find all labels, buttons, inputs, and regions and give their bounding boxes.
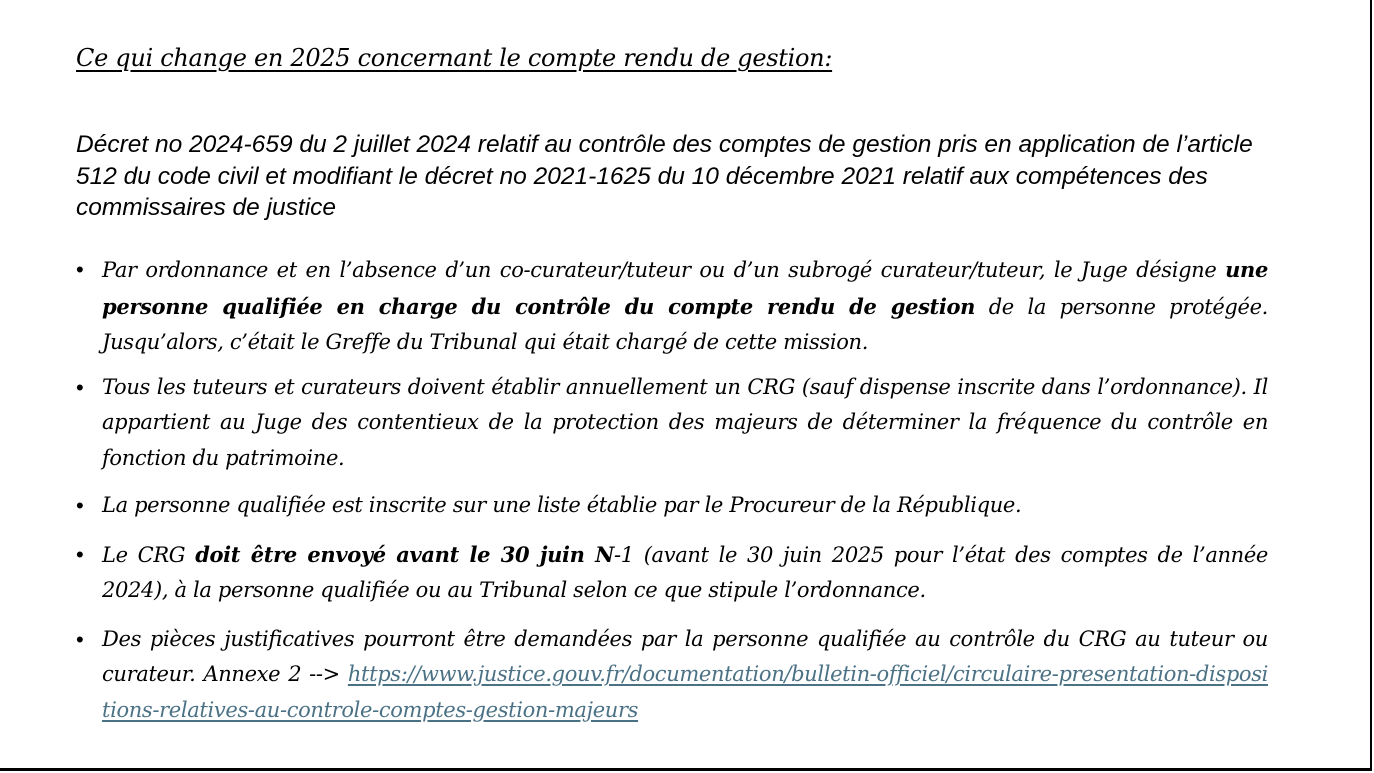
bullet-icon: • (76, 493, 84, 518)
bullet-icon: • (76, 374, 84, 400)
bullet-text-after: de la personne protégée. Jusqu’alors, c’était le Greffe du Tribunal qui était chargé de cette mission. (102, 294, 1268, 354)
bullet-text: Tous les tuteurs et curateurs doivent établir annuellement un CRG (sauf dispense inscrite dans l’ordonnance). Il appartient au Juge des contentieux de la protection des majeurs de déterminer la fréquence du contrôle en fonction du patrimoine. (102, 374, 1268, 470)
bullet-icon: • (76, 626, 84, 652)
bullet-text-bold: une personne qualifiée en charge du contrôle du compte rendu de gestion (102, 257, 1268, 319)
bullet-text (102, 543, 1268, 603)
bullet-text-before: Par ordonnance et en l’absence d’un co-curateur/tuteur ou d’un subrogé curateur/tuteur, le Juge désigne (102, 258, 1226, 282)
bullet-text-before: Des pièces justificatives pourront être demandées par la personne qualifiée au contrôle du CRG au tuteur ou curateur. Annexe 2 --> (102, 626, 1268, 686)
circulaire-link[interactable]: https://www.justice.gouv.fr/documentation/bulletin-officiel/circulaire-presentation-dispositions-relatives-au-controle-comptes-gestion-majeurs (102, 662, 1268, 722)
decree-reference: Décret no 2024-659 du 2 juillet 2024 relatif au contrôle des comptes de gestion pris en application de l’article 512 du code civil et modifiant le décret no 2021-1625 du 10 décembre 2021 relatif aux compétences des commissaires de justice (76, 131, 1253, 221)
bullet-text-before: Le CRG (102, 542, 196, 567)
bullet-text: La personne qualifiée est inscrite sur une liste établie par le Procureur de la République. (102, 493, 1022, 517)
bullet-item-list (76, 488, 1268, 524)
bullet-icon: • (76, 257, 84, 282)
bullet-text (102, 627, 1268, 722)
bullet-item-supporting-documents (76, 622, 1268, 729)
bullet-item-qualified-person (76, 252, 1268, 361)
bullet-item-deadline (76, 537, 1268, 609)
bullet-icon: • (76, 541, 84, 567)
bullet-item-annual-crg (76, 370, 1268, 477)
bullet-text-bold: doit être envoyé avant le 30 juin N (195, 541, 614, 567)
bullet-text-after: -1 (avant le 30 juin 2025 pour l’état des comptes de l’année 2024), à la personne qualifiée ou au Tribunal selon ce que stipule l’ordonnance. (102, 542, 1269, 602)
bullet-text (102, 258, 1268, 354)
slide-title: Ce qui change en 2025 concernant le compte rendu de gestion: (76, 44, 833, 72)
bullet-list (76, 252, 1268, 728)
